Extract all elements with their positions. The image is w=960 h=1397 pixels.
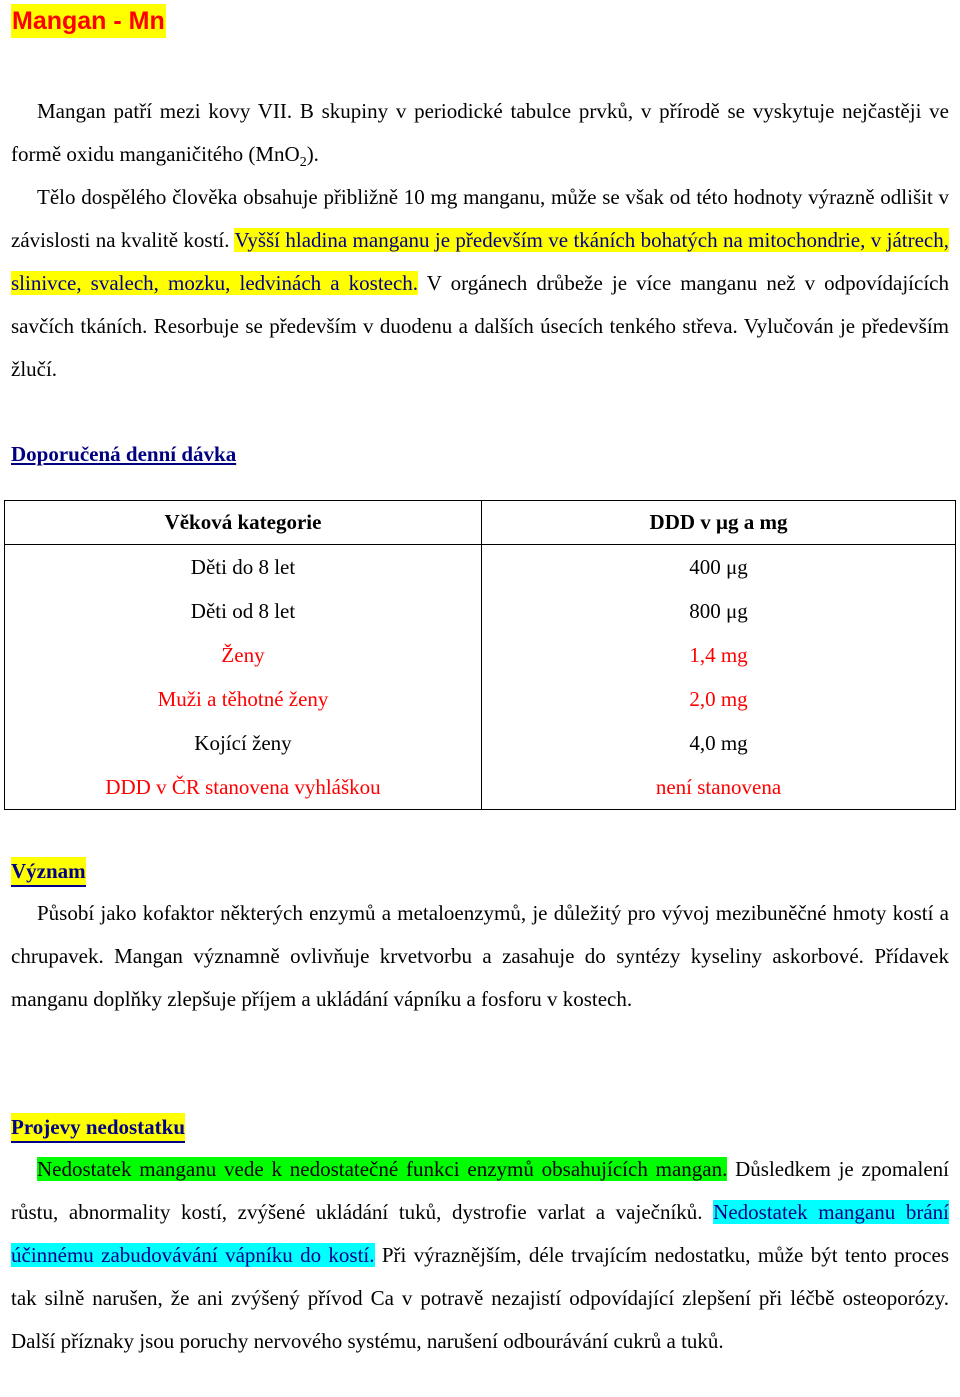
table-row (5, 633, 956, 677)
intro-text-2b: V orgánech drůbeže je více manganu než v odpovídajících savčích tkáních. Resorbuje se především v duodenu a dalších úsecích tenkého střeva. Vylučován je především žlučí. (11, 271, 949, 381)
deficiency-text-b: Při výraznějším, déle trvajícím nedostatku, může být tento proces tak silně narušen, že ani zvýšený přívod Ca v potravě nezajistí odpovídající zlepšení při léčbě osteoporózy. Další příznaky jsou poruchy nervového systému, narušení odbourávání cukrů a tuků. (11, 1243, 949, 1353)
table-header-row (5, 501, 956, 545)
dose-heading: Doporučená denní dávka (11, 442, 237, 466)
dose-table (4, 500, 956, 810)
cell-value: 1,4 mg (482, 633, 956, 677)
meaning-text: Působí jako kofaktor některých enzymů a metaloenzymů, je důležitý pro vývoj mezibuněčné hmoty kostí a chrupavek. Mangan významně ovlivňuje krvetvorbu a zasahuje do syntézy kyseliny askorbové. Přídavek manganu doplňky zlepšuje příjem a ukládání vápníku a fosforu v kostech. (11, 901, 949, 1011)
intro-text-1b: ). (306, 142, 319, 166)
intro-highlight: Vyšší hladina manganu je především ve tkáních bohatých na mitochondrie, v játrech, slinivce, svalech, mozku, ledvinách a kostech. (11, 228, 949, 295)
intro-text-1a: Mangan patří mezi kovy VII. B skupiny v periodické tabulce prvků, v přírodě se vyskytuje nejčastěji ve formě oxidu manganičitého (MnO (11, 99, 949, 166)
meaning-paragraph (11, 892, 949, 1021)
column-header-value: DDD v μg a mg (482, 501, 956, 545)
column-header-category: Věková kategorie (5, 501, 482, 545)
cell-value: 2,0 mg (482, 677, 956, 721)
cell-value: 400 μg (482, 545, 956, 590)
intro-text-2a: Tělo dospělého člověka obsahuje přibližně 10 mg manganu, může se však od této hodnoty výrazně odlišit v závislosti na kvalitě kostí. (11, 185, 949, 252)
intro-subscript: 2 (299, 155, 307, 171)
dose-table-body (5, 545, 956, 810)
meaning-heading: Význam (11, 857, 86, 887)
table-row (5, 589, 956, 633)
deficiency-text-a: Důsledkem je zpomalení růstu, abnormality kostí, zvýšené ukládání tuků, dystrofie varlat a vaječníků. (11, 1157, 949, 1224)
cell-category: DDD v ČR stanovena vyhláškou (5, 765, 482, 810)
deficiency-paragraph (11, 1148, 949, 1363)
cell-category: Ženy (5, 633, 482, 677)
cell-category: Děti od 8 let (5, 589, 482, 633)
table-row (5, 765, 956, 810)
cell-value: 4,0 mg (482, 721, 956, 765)
cell-category: Muži a těhotné ženy (5, 677, 482, 721)
table-row (5, 545, 956, 590)
cell-category: Děti do 8 let (5, 545, 482, 590)
page-title: Mangan - Mn (11, 4, 166, 38)
deficiency-heading: Projevy nedostatku (11, 1113, 185, 1143)
cell-value: není stanovena (482, 765, 956, 810)
cell-value: 800 μg (482, 589, 956, 633)
cell-category: Kojící ženy (5, 721, 482, 765)
deficiency-highlight-cyan: Nedostatek manganu brání účinnému zabudovávání vápníku do kostí. (11, 1200, 949, 1267)
table-row (5, 677, 956, 721)
intro-paragraph-2 (11, 176, 949, 391)
intro-paragraph-1 (11, 90, 949, 184)
deficiency-highlight-green: Nedostatek manganu vede k nedostatečné funkci enzymů obsahujících mangan. (37, 1157, 728, 1181)
table-row (5, 721, 956, 765)
